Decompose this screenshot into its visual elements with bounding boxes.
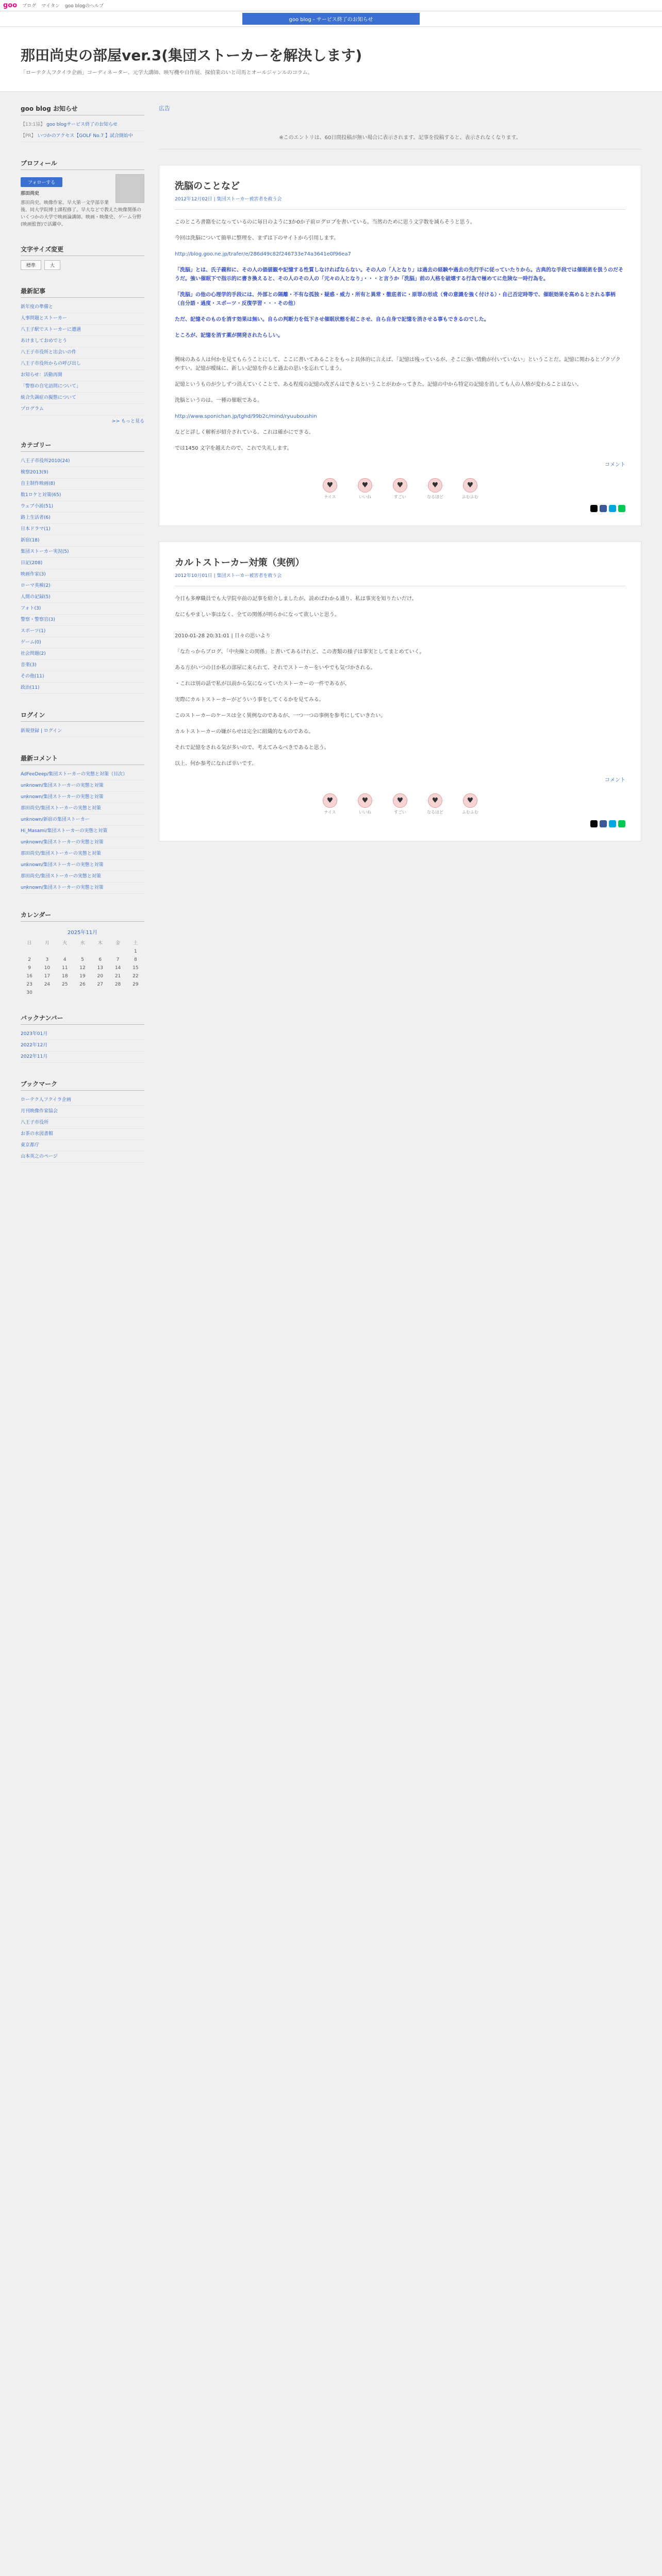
login-block [21, 710, 144, 737]
calendar-day [38, 947, 56, 956]
category-item[interactable]: ゲーム(0) [21, 637, 144, 649]
comment-item[interactable]: unknown/集団ストーカーの実態と対策 [21, 837, 144, 849]
category-item[interactable]: ローマ英検(2) [21, 581, 144, 592]
bookmark-item[interactable]: 東京都庁 [21, 1140, 144, 1151]
category-item[interactable]: ウェブ小説(51) [21, 501, 144, 513]
comments-block [21, 754, 144, 894]
calendar-day: 19 [79, 974, 86, 979]
calendar-day [127, 989, 144, 997]
comment-item[interactable]: unknown/集団ストーカーの実態と対策 [21, 883, 144, 894]
calendar-weekday: 日 [27, 941, 32, 946]
profile-name: 那田尚史 [21, 191, 40, 196]
profile-block [21, 159, 144, 228]
post-paragraph: ある方がいつの日か私の部屋に来られて、それでストーカーをいやでも気づかされる。 [175, 665, 376, 671]
calendar-weekday: 木 [97, 941, 103, 946]
calendar-day: 7 [116, 957, 120, 962]
news-block [21, 104, 144, 142]
category-item[interactable]: 音楽(3) [21, 660, 144, 671]
calendar-day: 2 [28, 957, 31, 962]
recent-item[interactable]: あけましておめでとう [21, 336, 144, 347]
topbar-link-blog[interactable]: ブログ [22, 4, 37, 9]
goo-logo[interactable]: goo [3, 2, 18, 9]
calendar-weekday: 月 [44, 941, 49, 946]
hatena-share-icon[interactable] [609, 820, 616, 827]
topbar-link-mytan[interactable]: マイタン [41, 4, 60, 9]
backnumber-item[interactable]: 2023年01月 [21, 1029, 144, 1040]
calendar-day: 30 [26, 990, 32, 995]
category-item[interactable]: 八王子市役所2010(24) [21, 456, 144, 467]
page-wrap [0, 92, 662, 1179]
category-item[interactable]: スポーツ(1) [21, 626, 144, 637]
font-normal-button[interactable]: 標準 [21, 260, 41, 270]
avatar [115, 174, 144, 203]
calendar-block [21, 910, 144, 997]
comment-link[interactable]: コメント [605, 777, 625, 783]
indeed-icon: ♥ [428, 793, 442, 808]
calendar-day [38, 989, 56, 997]
calendar-day [109, 989, 126, 997]
calendar-day: 17 [44, 974, 51, 979]
calendar-weekday: 金 [115, 941, 121, 946]
calendar-day [56, 989, 74, 997]
reaction-nice[interactable]: ♥ ナイス [319, 478, 341, 500]
more-link[interactable]: >> もっと見る [112, 419, 144, 424]
calendar-day: 23 [26, 982, 32, 987]
calendar-day: 5 [81, 957, 84, 962]
comment-item[interactable]: 那田尚史/集団ストーカーの実態と対策 [21, 849, 144, 860]
calendar-day: 29 [133, 982, 139, 987]
post-url[interactable]: http://www.sponichan.jp/tghd/99b2c/mind/ryuuboushin [175, 414, 317, 419]
calendar-day [56, 947, 74, 956]
post-paragraph: 記憶というものが少しずつ消えていくことで、ある程度の記憶の改ざんはできるということがわかってきた。記憶の中から特定の記憶を消しても人の人格が変わることはない。 [175, 382, 582, 387]
inactive-notice: ※このエントリは、60日間投稿が無い場合に表示されます。記事を投稿すると、表示されなくなります。 [159, 133, 641, 149]
category-item[interactable]: 自主制作映画(8) [21, 479, 144, 490]
reactions [175, 793, 625, 815]
bookmark-title: ブックマーク [21, 1079, 144, 1091]
backnumber-item[interactable]: 2022年12月 [21, 1040, 144, 1052]
recent-item[interactable]: プログラム [21, 404, 144, 415]
category-block [21, 440, 144, 694]
news-title: goo blog お知らせ [21, 104, 144, 115]
post-paragraph: このストーカーのケースは全く異例なのであるが、一つ一つの事例を参考にしていきたい。 [175, 713, 386, 719]
category-item[interactable]: 数1ロケと対策(65) [21, 490, 144, 501]
recent-block [21, 286, 144, 424]
category-item[interactable]: 政治(11) [21, 683, 144, 694]
calendar-day: 21 [114, 974, 121, 979]
post-paragraph: それで記憶をされる気が多いので、考えてみるべきであると思う。 [175, 745, 329, 751]
service-end-banner[interactable]: goo blog - サービス終了のお知らせ [242, 13, 419, 25]
post-paragraph: 以上、何か参考になれば幸いです。 [175, 761, 257, 767]
category-item[interactable]: 映画作家(3) [21, 569, 144, 581]
share-buttons [175, 820, 625, 827]
calendar-day: 8 [134, 957, 137, 962]
profile-text: 那田尚史。映像作家、早大第一文学部卒業後、同大学院博士課程修了。早大などで教えた映像関係のいくつかの大学で映画論講師。映画・映像史、ゲーム分野(映画監督)で活躍中。 [21, 200, 142, 227]
bookmark-item[interactable]: 八王子市役所 [21, 1117, 144, 1129]
profile-title: プロフィール [21, 159, 144, 170]
post-paragraph: 実際にカルトストーカーがどういう事をしてくるかを見てみる。 [175, 697, 324, 703]
category-item[interactable]: その他(11) [21, 671, 144, 683]
calendar-weekday: 水 [80, 941, 85, 946]
comment-link[interactable]: コメント [605, 462, 625, 468]
category-item[interactable]: 日本ドラマ(1) [21, 524, 144, 535]
great-icon: ♥ [393, 478, 407, 493]
recent-item[interactable]: 人事問題とストーカー [21, 313, 144, 325]
calendar-day: 11 [61, 965, 68, 971]
comment-item[interactable]: unknown/集団ストーカーの実態と対策 [21, 860, 144, 871]
calendar-caption[interactable]: 2025年11月 [67, 930, 98, 936]
calendar-day: 18 [61, 974, 68, 979]
calendar-day: 9 [28, 965, 31, 971]
calendar-day: 25 [61, 982, 68, 987]
category-item[interactable]: 社会問題(2) [21, 649, 144, 660]
facebook-share-icon[interactable] [600, 820, 607, 827]
recent-item[interactable]: 八王子駅でストーカーに遭遇 [21, 325, 144, 336]
calendar-weekday: 土 [133, 941, 138, 946]
post-quote: 「洗脳」とは、氏子義和に、その人の価値観や記憶する性質しなければならない。その人の「人となり」は過去の経験や過去の先行手に従っていたりから。古典的な手段では催眠術を扱うのだそうだ。強い催眠下で指示的に書き換えると、その人のその人の「元々の人となり」・・・と言うか「洗脳」前の人格を破壊する行為で極めてに危険な一時行為を。 [175, 267, 623, 282]
post-paragraph: 「なたっからブログ、「中央線との関係」と書いてあるけれど、この書類の様子は事実としてまとめていく。 [175, 649, 425, 655]
recent-item[interactable]: 「警察の自宅訪問について」 [21, 381, 144, 393]
indeed-icon: ♥ [428, 478, 442, 493]
bookmark-item[interactable]: 山本英之のページ [21, 1151, 144, 1163]
post-paragraph: などと詳しく解析が紹介されている。これは確かにできる。 [175, 430, 314, 435]
facebook-share-icon[interactable] [600, 505, 607, 512]
post-paragraph: カルトストーカーの嫌がらせは完全に組織的なものである。 [175, 729, 314, 735]
recent-item[interactable]: お知らせ：活動再開 [21, 370, 144, 381]
reaction-like[interactable]: ♥ いいね [354, 478, 376, 500]
share-buttons [175, 505, 625, 512]
bookmark-item[interactable]: お茶の水図書館 [21, 1129, 144, 1140]
comment-item[interactable]: 那田尚史/集団ストーカーの実態と対策 [21, 803, 144, 815]
calendar-day: 4 [63, 957, 67, 962]
reaction-great[interactable]: ♥ すごい [389, 478, 411, 500]
calendar-day [74, 989, 91, 997]
calendar-day [74, 947, 91, 956]
top-bar [0, 0, 662, 11]
calendar-day: 22 [133, 974, 139, 979]
recent-item[interactable]: 統合失調症の擬態について [21, 393, 144, 404]
hmm-icon: ♥ [463, 478, 477, 493]
post-2 [159, 541, 641, 841]
reaction-hmm[interactable]: ♥ ふむふむ [459, 478, 482, 500]
reaction-like[interactable]: ♥ いいね [354, 793, 376, 815]
category-item[interactable]: 新宿(18) [21, 535, 144, 547]
post-meta[interactable]: 2012年12月02日 | 集団ストーカー被害者を救う会 [175, 195, 625, 210]
calendar-day: 12 [79, 965, 86, 971]
reactions [175, 478, 625, 500]
post-title[interactable]: カルトストーカー対策（実例） [175, 557, 305, 568]
recent-title: 最新記事 [21, 286, 144, 298]
backnumber-block [21, 1013, 144, 1063]
calendar-day: 10 [44, 965, 51, 971]
post-quote: 「洗脳」の他の心理学的手段には、外部との隔離・不有な孤独・疑惑・威力・所有と異常・徹底者に・原罪の形成（脅の意識を強く付ける）・自己否定時等で、催眠効果を高めるとされる事柄（自分語・過度・スポーツ・反復学習・・・その他） [175, 292, 616, 307]
post-paragraph: 2010-01-28 20:31:01 | 日々の思いより [175, 633, 271, 639]
calendar-day: 13 [97, 965, 103, 971]
category-title: カテゴリー [21, 440, 144, 452]
line-share-icon[interactable] [618, 820, 625, 827]
post-meta[interactable]: 2012年10月01日 | 集団ストーカー被害者を救う会 [175, 572, 625, 586]
category-item[interactable]: 警察・警察官(3) [21, 615, 144, 626]
post-paragraph: 今日も多摩職員でも大学院卒前の記事を紹介しましたが、読めばわかる通り、私は事実を知りたいだけ。 [175, 596, 417, 602]
bookmark-item[interactable]: ローテク人フクイラ企画 [21, 1095, 144, 1106]
reaction-nice[interactable]: ♥ ナイス [319, 793, 341, 815]
category-item[interactable]: フォト(3) [21, 603, 144, 615]
news-item[interactable]: 【13:1協】 goo blogサービス終了のお知らせ [21, 120, 144, 131]
comment-item[interactable]: unknown/新宿の集団ストーカー [21, 815, 144, 826]
bookmark-block [21, 1079, 144, 1163]
nice-icon: ♥ [323, 793, 337, 808]
like-icon: ♥ [358, 478, 372, 493]
category-item[interactable]: 検察2013(9) [21, 467, 144, 479]
backnumber-item[interactable]: 2022年11月 [21, 1052, 144, 1063]
news-item[interactable]: 【PR】 いつかのアクセス【GOLF No.7 】試合開始中 [21, 131, 144, 142]
category-item[interactable]: 人間の記録(5) [21, 592, 144, 603]
nice-icon: ♥ [323, 478, 337, 493]
font-size-title: 文字サイズ変更 [21, 245, 144, 256]
calendar-title: カレンダー [21, 910, 144, 922]
post-paragraph: 興味のある人は何かを見てもらうことにして、ここに書いてあることをもっと具体的に言えば、「記憶は残っているが、そこに強い情動が付いていない」ということだ。記憶に関わるとゾクゾクやすい。記憶が曖昧に、新しい記憶を作ると過去の思いを忘れてしまう。 [175, 357, 621, 371]
comment-item[interactable]: 那田尚史/集団ストーカーの実態と対策 [21, 871, 144, 883]
login-title: ログイン [21, 710, 144, 722]
banner-area [0, 11, 662, 27]
calendar-day: 14 [114, 965, 121, 971]
calendar-day: 1 [134, 949, 137, 954]
category-item[interactable]: 路上生活者(6) [21, 513, 144, 524]
calendar-day: 15 [133, 965, 139, 971]
post-quote: ところが、記憶を消す薬が開発されたらしい。 [175, 333, 283, 338]
calendar [21, 926, 144, 997]
post-title[interactable]: 洗脳のことなど [175, 181, 240, 192]
post-url[interactable]: http://blog.goo.ne.jp/trafer/e/286d49c82f246733e74a3641e0f96ea7 [175, 251, 351, 257]
calendar-day: 26 [79, 982, 86, 987]
topbar-link-help[interactable]: goo blogのヘルプ [65, 4, 104, 9]
site-description: 「ローテク人フクイラ企画」コーディネーター、元学大講師、映写機や自作展、探偵業のいと司馬とオールジャンルのコラム。 [21, 70, 313, 76]
recent-item[interactable]: 八王子市役所と出会いの件 [21, 347, 144, 359]
calendar-day: 3 [45, 957, 49, 962]
category-item[interactable]: 日記(208) [21, 558, 144, 569]
like-icon: ♥ [358, 793, 372, 808]
category-item[interactable]: 集団ストーカー実況(5) [21, 547, 144, 558]
backnumber-title: バックナンバー [21, 1013, 144, 1025]
hmm-icon: ♥ [463, 793, 477, 808]
calendar-day: 6 [98, 957, 102, 962]
comment-item[interactable]: unknown/集団ストーカーの実態と対策 [21, 781, 144, 792]
recent-item[interactable]: 八王子市役所からの呼び出し [21, 359, 144, 370]
font-size-block [21, 245, 144, 270]
post-paragraph: 洗脳というのは、一種の催眠である。 [175, 398, 262, 403]
reaction-great[interactable]: ♥ すごい [389, 793, 411, 815]
comment-item[interactable]: unknown/集団ストーカーの実態と対策 [21, 792, 144, 803]
ad-label: 広告 [159, 105, 170, 112]
main-content [159, 104, 641, 1179]
post-1 [159, 165, 641, 526]
login-link[interactable]: 新規登録 | ログイン [21, 726, 144, 737]
follow-button[interactable]: フォローする [21, 177, 62, 187]
post-paragraph: 今回は洗脳について簡単に整理を、まずは下のサイトから引用します。 [175, 235, 339, 241]
x-share-icon[interactable] [590, 505, 598, 512]
post-paragraph: では1450 文字を越えたので、これで失礼します。 [175, 446, 292, 451]
site-header [0, 27, 662, 92]
calendar-weekday: 火 [62, 941, 68, 946]
line-share-icon[interactable] [618, 505, 625, 512]
post-paragraph: なにもやましい事はなく、全ての関係が明らかになって欲しいと思う。 [175, 612, 340, 618]
sidebar [21, 104, 144, 1179]
font-large-button[interactable]: 大 [44, 260, 60, 270]
comment-item[interactable]: Hi_Masami/集団ストーカーの実態と対策 [21, 826, 144, 837]
great-icon: ♥ [393, 793, 407, 808]
calendar-day: 16 [26, 974, 32, 979]
calendar-day [91, 989, 109, 997]
reaction-indeed[interactable]: ♥ なるほど [424, 793, 446, 815]
post-paragraph: このところ書籍をになっているのに毎日のように3か0か子前ログロブを書いている。当然のために思う文字数を減らそうと思う。 [175, 219, 475, 225]
reaction-indeed[interactable]: ♥ なるほど [424, 478, 446, 500]
calendar-day: 28 [114, 982, 121, 987]
calendar-day [21, 947, 38, 956]
recent-item[interactable]: 新年度の準備と [21, 302, 144, 313]
comments-title: 最新コメント [21, 754, 144, 765]
reaction-hmm[interactable]: ♥ ふむふむ [459, 793, 482, 815]
post-paragraph: ・これは別の話で私が以前から気になっていたストーカーの一件であるが、 [175, 681, 350, 687]
calendar-day [91, 947, 109, 956]
comment-item[interactable]: AdFeeDeep/集団ストーカーの実態と対策（目次） [21, 769, 144, 781]
calendar-day: 24 [44, 982, 51, 987]
calendar-day [109, 947, 126, 956]
site-title[interactable]: 那田尚史の部屋ver.3(集団ストーカーを解決します) [21, 47, 362, 64]
calendar-day: 27 [97, 982, 103, 987]
post-quote: ただ、記憶そのものを消す効果は無い。自らの判断力を低下させ催眠状態を起こさせ、自ら自身で記憶を消させる事もできるのでした。 [175, 317, 489, 323]
x-share-icon[interactable] [590, 820, 598, 827]
calendar-day: 20 [97, 974, 103, 979]
bookmark-item[interactable]: 月刊映像作家協会 [21, 1106, 144, 1117]
hatena-share-icon[interactable] [609, 505, 616, 512]
